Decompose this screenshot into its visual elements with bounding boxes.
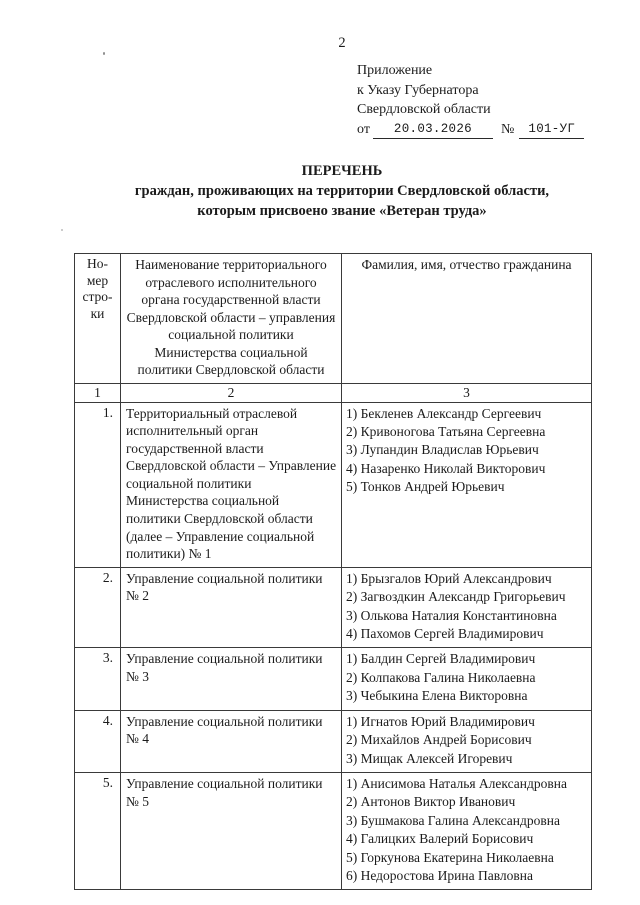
citizen-name-item: 2) Михайлов Андрей Борисович <box>346 732 532 748</box>
citizen-name-item: 3) Олькова Наталия Константиновна <box>346 607 557 623</box>
citizen-names-cell <box>342 710 592 772</box>
citizen-names-cell <box>342 648 592 710</box>
row-number-cell: 3. <box>75 648 121 710</box>
table-body <box>75 402 592 890</box>
date-prefix: от <box>357 121 370 137</box>
header-row-number: Но-мер стро-ки <box>75 254 121 384</box>
citizens-table <box>74 253 592 890</box>
citizen-name-item: 3) Лупандин Владислав Юрьевич <box>346 442 539 458</box>
citizen-name-item: 1) Анисимова Наталья Александровна <box>346 775 567 791</box>
row-number-cell: 5. <box>75 772 121 889</box>
citizen-name-item: 1) Балдин Сергей Владимирович <box>346 651 536 667</box>
citizen-name-item: 3) Мищак Алексей Игоревич <box>346 750 513 766</box>
column-number-2: 2 <box>121 383 342 402</box>
org-name-cell: Территориальный отраслевой исполнительный орган государственной власти Свердловской области – Управление социальной политики Министерства социальной политики Свердловской области (далее – Управление социальной политики) № 1 <box>121 402 342 567</box>
table-row <box>75 710 592 772</box>
table-row <box>75 772 592 889</box>
citizen-name-item: 4) Пахомов Сергей Владимирович <box>346 626 544 642</box>
citizen-names-cell <box>342 772 592 889</box>
number-underline <box>519 120 584 139</box>
annex-block <box>357 61 584 139</box>
header-citizen-fio: Фамилия, имя, отчество гражданина <box>342 254 592 384</box>
org-name-cell: Управление социальной политики № 2 <box>121 567 342 648</box>
annex-line-3: Свердловской области <box>357 102 491 117</box>
citizen-name-item: 6) Недоростова Ирина Павловна <box>346 867 533 883</box>
citizen-names-cell <box>342 567 592 648</box>
citizen-name-item: 4) Галицких Валерий Борисович <box>346 831 534 847</box>
citizen-names-cell <box>342 402 592 567</box>
row-number-cell: 4. <box>75 710 121 772</box>
citizen-name-item: 3) Бушмакова Галина Александровна <box>346 812 560 828</box>
org-name-cell: Управление социальной политики № 4 <box>121 710 342 772</box>
citizen-name-item: 1) Брызгалов Юрий Александрович <box>346 570 552 586</box>
annex-line-1: Приложение <box>357 63 433 78</box>
column-number-3: 3 <box>342 383 592 402</box>
title-line-3: которым присвоено звание «Ветеран труда» <box>197 203 487 219</box>
citizen-name-item: 1) Игнатов Юрий Владимирович <box>346 713 535 729</box>
document-title <box>42 161 640 221</box>
scan-speck <box>103 52 105 55</box>
number-value: 101-УГ <box>528 122 576 136</box>
title-line-1: ПЕРЕЧЕНЬ <box>301 163 383 179</box>
org-name-cell: Управление социальной политики № 3 <box>121 648 342 710</box>
citizen-name-item: 5) Горкунова Екатерина Николаевна <box>346 849 554 865</box>
column-numbers-row <box>75 383 592 402</box>
citizen-name-item: 2) Кривоногова Татьяна Сергеевна <box>346 423 546 439</box>
row-number-cell: 1. <box>75 402 121 567</box>
header-org-name: Наименование территориального отраслевого исполнительного органа государственной власти Свердловской области – управления социальной политики Министерства социальной политики Свердловской области <box>121 254 342 384</box>
citizen-name-item: 2) Колпакова Галина Николаевна <box>346 669 536 685</box>
annex-line-2: к Указу Губернатора <box>357 82 479 98</box>
number-sign: № <box>500 121 515 137</box>
citizen-name-item: 2) Загвоздкин Александр Григорьевич <box>346 589 566 605</box>
citizen-name-item: 2) Антонов Виктор Иванович <box>346 794 516 810</box>
citizen-name-item: 3) Чебыкина Елена Викторовна <box>346 688 528 704</box>
column-number-1: 1 <box>75 383 121 402</box>
scan-speck <box>61 229 63 231</box>
citizen-name-item: 1) Бекленев Александр Сергеевич <box>346 405 542 421</box>
table-row <box>75 648 592 710</box>
table-header-row <box>75 254 592 384</box>
table-row <box>75 567 592 648</box>
date-underline <box>373 120 493 139</box>
title-line-2: граждан, проживающих на территории Свердловской области, <box>134 183 550 199</box>
table-row <box>75 402 592 567</box>
citizen-name-item: 5) Тонков Андрей Юрьевич <box>346 479 505 495</box>
page-number: 2 <box>338 35 346 51</box>
date-value: 20.03.2026 <box>393 122 472 136</box>
annex-date-line <box>357 120 584 140</box>
citizen-name-item: 4) Назаренко Николай Викторович <box>346 460 546 476</box>
row-number-cell: 2. <box>75 567 121 648</box>
org-name-cell: Управление социальной политики № 5 <box>121 772 342 889</box>
